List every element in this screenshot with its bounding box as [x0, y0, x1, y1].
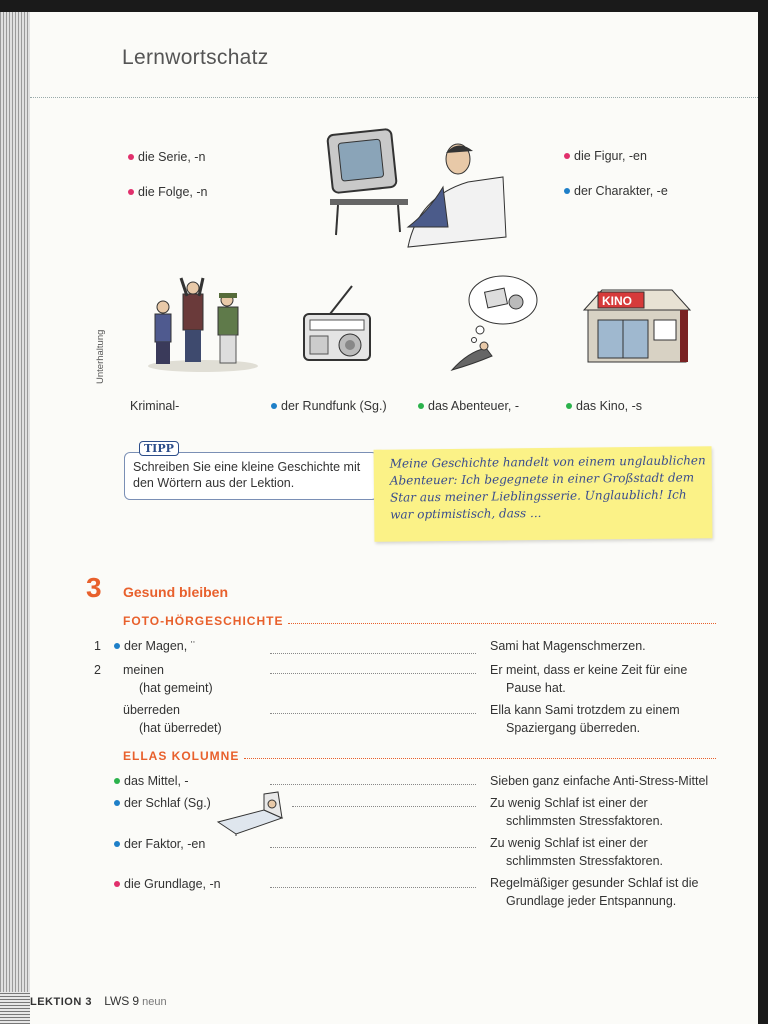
textbook-page	[0, 12, 758, 1024]
vocab-item: das Abenteuer, -	[418, 399, 519, 413]
police-arrest-icon	[145, 274, 260, 374]
side-label: Unterhaltung	[95, 329, 106, 384]
page-binding	[0, 12, 30, 1024]
gender-dot	[271, 403, 277, 409]
section-number: 3	[86, 572, 102, 603]
gender-dot	[418, 403, 424, 409]
note-text: Meine Geschichte handelt von einem unglaublichen Abenteuer: Ich begegnete in einer Großstadt dem Star aus meiner Lieblingsserie. Unglaublich! Ich war optimistisch, dass ...	[389, 453, 706, 522]
page-footer	[30, 994, 167, 1008]
vocab-item: die Serie, -n	[128, 150, 205, 164]
write-line	[270, 887, 476, 888]
vocab-term: der Magen, ¨	[114, 637, 195, 655]
subheading-ellas: ELLAS KOLUMNE	[123, 749, 240, 763]
vocab-item: der Rundfunk (Sg.)	[271, 399, 387, 413]
row-number: 1	[94, 639, 101, 653]
write-line	[270, 653, 476, 654]
example-sentence: Zu wenig Schlaf ist einer der schlimmsten Stressfaktoren.	[490, 796, 663, 828]
gender-dot	[564, 153, 570, 159]
write-line	[270, 713, 476, 714]
gender-dot	[114, 778, 120, 784]
cinema-icon	[584, 284, 694, 369]
row-number: 2	[94, 663, 101, 677]
tipp-box	[124, 442, 378, 500]
example-sentence: Sami hat Magenschmerzen.	[490, 639, 646, 653]
section-title: Gesund bleiben	[123, 584, 229, 600]
subheading-line	[244, 758, 716, 759]
vocab-term: überreden (hat überredet)	[123, 703, 222, 735]
gender-dot	[114, 841, 120, 847]
subheading-line	[288, 623, 716, 624]
svg-text:KINO: KINO	[602, 294, 632, 308]
vocab-item: der Charakter, -e	[564, 184, 668, 198]
footer-page-word: neun	[142, 996, 167, 1008]
gender-dot	[114, 800, 120, 806]
example-sentence: Sieben ganz einfache Anti-Stress-Mittel	[490, 774, 709, 788]
radio-icon	[300, 284, 375, 369]
tv-viewer-illustration-icon	[318, 127, 518, 257]
vocab-term: meinen (hat gemeint)	[123, 663, 213, 695]
tipp-text: Schreiben Sie eine kleine Geschichte mit den Wörtern aus der Lektion.	[133, 460, 361, 490]
sleeping-person-icon	[216, 790, 284, 836]
write-line	[270, 673, 476, 674]
example-sentence: Ella kann Sami trotzdem zu einem Spaziergang überreden.	[490, 703, 680, 735]
example-sentence: Er meint, dass er keine Zeit für eine Pause hat.	[490, 663, 688, 695]
vocab-term: der Faktor, -en	[114, 835, 205, 853]
gender-dot	[128, 154, 134, 160]
footer-page-number: 9	[132, 994, 140, 1008]
vocab-term: der Schlaf (Sg.)	[114, 794, 211, 812]
title-divider	[30, 97, 758, 98]
vocab-term: das Mittel, -	[114, 772, 189, 790]
footer-lektion: LEKTION 3	[30, 996, 92, 1008]
vocab-item: Kriminal-	[130, 399, 180, 413]
write-line	[292, 806, 476, 807]
gender-dot	[114, 643, 120, 649]
dreaming-adventure-icon	[448, 272, 543, 372]
tipp-badge: TIPP	[139, 441, 179, 456]
gender-dot	[114, 881, 120, 887]
example-sentence: Regelmäßiger gesunder Schlaf ist die Grundlage jeder Entspannung.	[490, 876, 699, 908]
handwritten-note	[374, 446, 713, 542]
gender-dot	[566, 403, 572, 409]
page-title: Lernwortschatz	[122, 46, 269, 69]
gender-dot	[128, 189, 134, 195]
gender-dot	[564, 188, 570, 194]
write-line	[270, 847, 476, 848]
write-line	[270, 784, 476, 785]
vocab-item: die Figur, -en	[564, 149, 647, 163]
vocab-term: die Grundlage, -n	[114, 875, 221, 893]
vocab-item: das Kino, -s	[566, 399, 642, 413]
page-binding-bottom	[0, 992, 30, 1024]
example-sentence: Zu wenig Schlaf ist einer der schlimmsten Stressfaktoren.	[490, 836, 663, 868]
vocab-item: die Folge, -n	[128, 185, 207, 199]
subheading-foto: FOTO-HÖRGESCHICHTE	[123, 614, 284, 628]
footer-lws: LWS	[104, 994, 130, 1008]
